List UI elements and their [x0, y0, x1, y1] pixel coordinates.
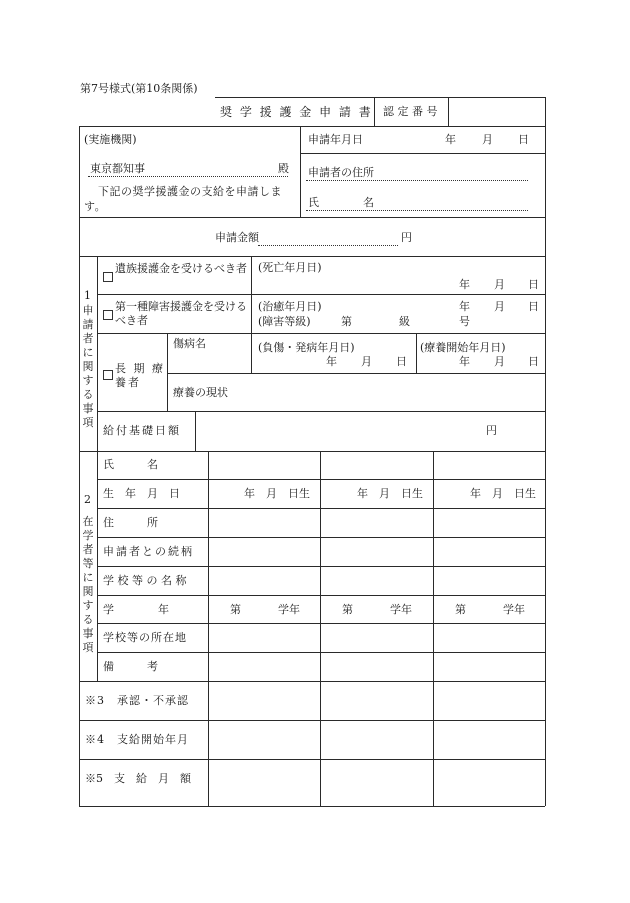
section2-number: 2	[84, 493, 91, 506]
grade-suffix-2: 学年	[390, 603, 412, 616]
s2-remarks-label: 備 考	[103, 660, 158, 673]
applicant-address-label: 申請者の住所	[308, 166, 374, 179]
grade-prefix-3: 第	[455, 603, 466, 616]
row2-checkbox[interactable]	[103, 310, 114, 321]
treatment-status-label: 療養の現状	[173, 386, 228, 399]
section1-number: 1	[84, 289, 91, 302]
row2-day-unit: 日	[528, 300, 539, 313]
injury-label: 傷病名	[173, 337, 206, 350]
honorific: 殿	[278, 162, 289, 175]
row3-checkbox[interactable]	[103, 370, 114, 381]
injury-date-label: (負傷・発病年月日)	[258, 341, 355, 354]
grade-suffix-3: 学年	[503, 603, 525, 616]
row1-field: (死亡年月日)	[258, 261, 322, 274]
implementing-agency-label: (実施機関)	[84, 133, 137, 146]
row2-field-a: (治癒年月日)	[258, 300, 322, 313]
section2-title: 在学者等に関する事項	[82, 515, 94, 654]
injury-year-unit: 年	[326, 355, 337, 368]
app-year-unit: 年	[445, 133, 456, 146]
s2-name-label: 氏 名	[103, 458, 158, 471]
treat-month-unit: 月	[494, 355, 505, 368]
row2-option: 第一種障害援護金を受けるべき者	[115, 300, 247, 327]
row1-year-unit: 年	[459, 278, 470, 291]
approval-label: ※3 承認・不承認	[85, 694, 189, 707]
s2-birthdate-label: 生 年 月 日	[103, 487, 180, 500]
s2-school-name-label: 学 校 等 の 名 称	[103, 574, 187, 587]
birth-suffix-3: 年 月 日生	[470, 487, 536, 500]
row3-option: 長 期 療 養者	[115, 362, 165, 389]
app-month-unit: 月	[482, 133, 493, 146]
row2-year-unit: 年	[459, 300, 470, 313]
form-title: 奨 学 援 護 金 申 請 書	[220, 105, 373, 119]
grade-dai: 第	[341, 315, 352, 328]
certification-number-field[interactable]	[455, 100, 541, 122]
section1-title: 申請者に関する事項	[82, 304, 94, 429]
grade-suffix-1: 学年	[278, 603, 300, 616]
treat-year-unit: 年	[459, 355, 470, 368]
amount-label: 申請金額	[215, 231, 259, 244]
birth-suffix-2: 年 月 日生	[357, 487, 423, 500]
grade-prefix-2: 第	[342, 603, 353, 616]
row2-field-b: (障害等級)	[258, 315, 311, 328]
s2-school-location-label: 学校等の所在地	[103, 631, 187, 644]
grade-prefix-1: 第	[230, 603, 241, 616]
birth-suffix-1: 年 月 日生	[244, 487, 310, 500]
amount-field[interactable]	[262, 230, 396, 245]
injury-month-unit: 月	[361, 355, 372, 368]
applicant-name-field[interactable]	[380, 194, 526, 210]
s2-relation-label: 申請者との続柄	[103, 545, 194, 558]
row2-month-unit: 月	[494, 300, 505, 313]
applicant-address-field[interactable]	[376, 164, 526, 180]
applicant-name-label: 氏 名	[308, 196, 374, 209]
monthly-amount-label: ※5 支 給 月 額	[85, 772, 191, 785]
application-statement: 下記の奨学援護金の支給を申請します。	[84, 185, 282, 213]
treat-day-unit: 日	[528, 355, 539, 368]
injury-day-unit: 日	[396, 355, 407, 368]
form-number: 第7号様式(第10条関係)	[80, 82, 198, 95]
start-date-label: ※4 支給開始年月	[85, 733, 189, 746]
governor: 東京都知事	[90, 162, 145, 175]
grade-go: 号	[459, 315, 470, 328]
s2-grade-label: 学 年	[103, 603, 169, 616]
treatment-start-label: (療養開始年月日)	[420, 341, 506, 354]
row1-option: 遺族援護金を受けるべき者	[115, 262, 247, 275]
application-date-label: 申請年月日	[308, 133, 363, 146]
row1-checkbox[interactable]	[103, 272, 114, 283]
row1-day-unit: 日	[528, 278, 539, 291]
app-day-unit: 日	[518, 133, 529, 146]
amount-yen: 円	[401, 231, 412, 244]
grade-kyu: 級	[399, 315, 410, 328]
row1-month-unit: 月	[494, 278, 505, 291]
base-daily-label: 給付基礎日額	[103, 424, 181, 437]
certification-number-label: 認 定 番 号	[383, 105, 438, 118]
base-daily-yen: 円	[486, 424, 497, 437]
s2-address-label: 住 所	[103, 516, 158, 529]
